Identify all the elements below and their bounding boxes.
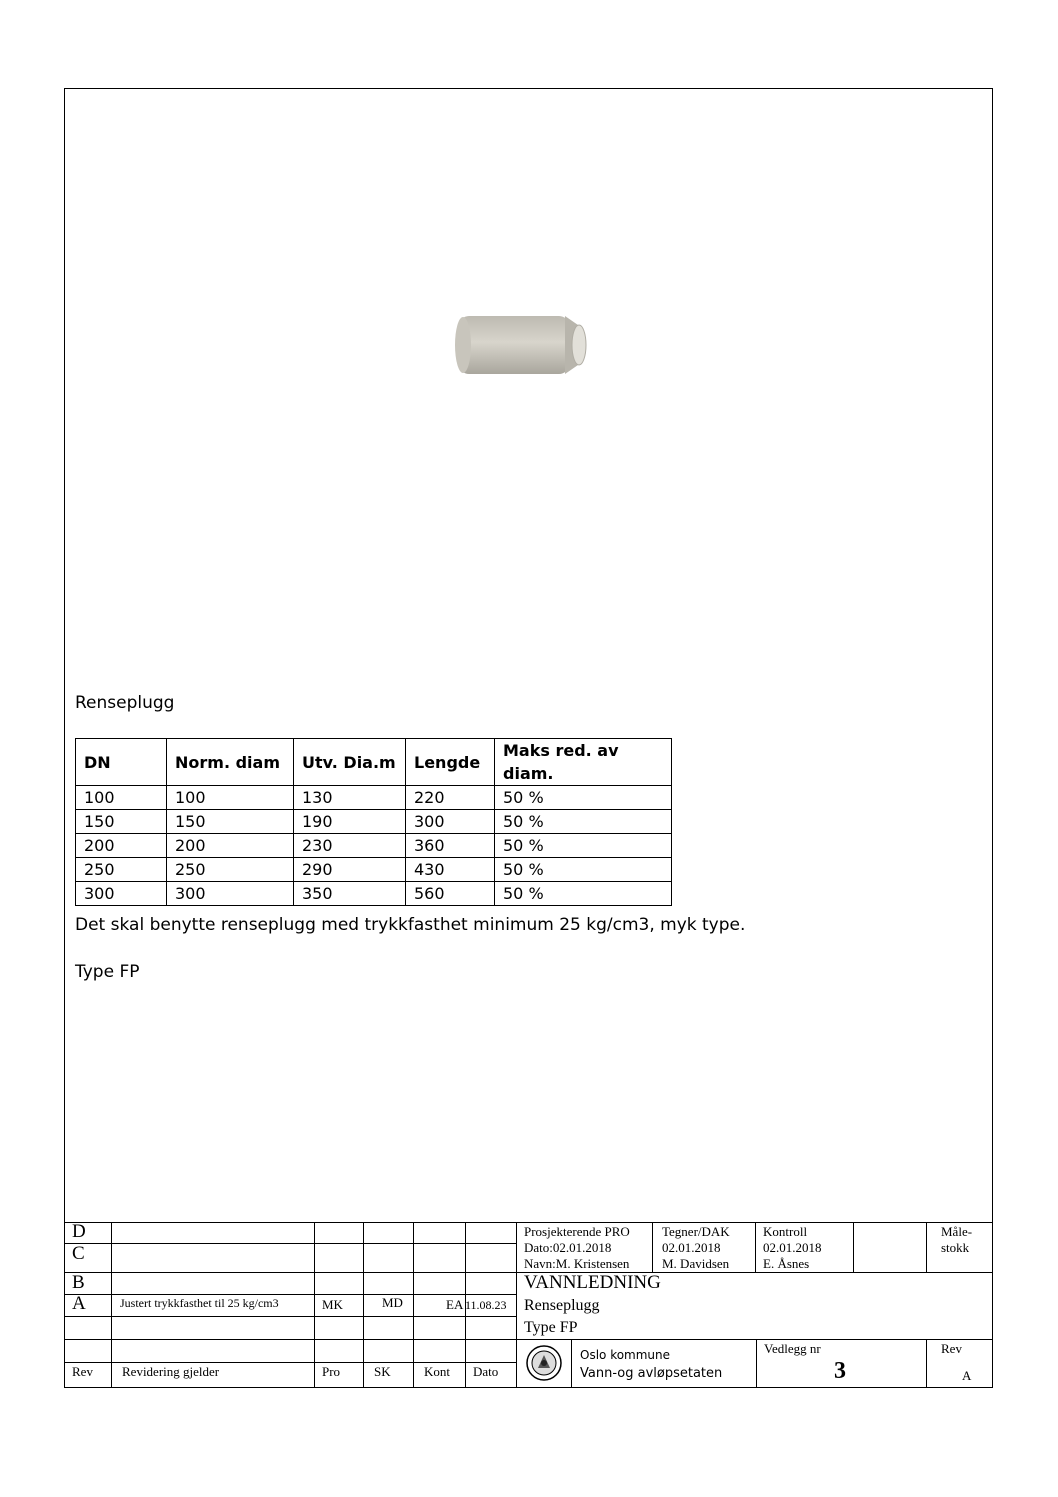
table-row [76,786,672,810]
column-header: Maks red. av diam. [495,739,672,786]
table-cell: 300 [406,810,495,834]
table-row [76,882,672,906]
rev-row-label: C [72,1243,85,1264]
table-row [76,810,672,834]
table-cell: 50 % [495,834,672,858]
table-row [76,834,672,858]
table-cell: 200 [76,834,167,858]
prosjekterende-date: Dato:02.01.2018 [524,1240,612,1255]
rev-a-dato: 11.08.23 [465,1298,507,1312]
org-name: Oslo kommune [580,1348,671,1362]
rev-a-description: Justert trykkfasthet til 25 kg/cm3 [120,1296,279,1310]
table-cell: 100 [76,786,167,810]
malestokk-label: Måle- [941,1224,973,1239]
table-row [76,858,672,882]
prosjekterende-name: Navn:M. Kristensen [524,1256,630,1271]
table-cell: 150 [167,810,294,834]
kontroll-date: 02.01.2018 [763,1240,822,1255]
table-cell: 100 [167,786,294,810]
table-cell: 350 [294,882,406,906]
requirement-note: Det skal benytte renseplugg med trykkfasthet minimum 25 kg/cm3, myk type. [75,915,746,935]
table-cell: 50 % [495,786,672,810]
table-cell: 300 [167,882,294,906]
prosjekterende-label: Prosjekterende PRO [524,1224,630,1239]
vedlegg-number: 3 [834,1358,846,1384]
malestokk-label-2: stokk [941,1240,970,1255]
rev-a-pro: MK [322,1297,343,1312]
rev-label: Rev [941,1341,962,1356]
tegner-label: Tegner/DAK [662,1224,730,1239]
footer-revidering: Revidering gjelder [122,1364,220,1379]
title-block [516,1222,993,1388]
tegner-date: 02.01.2018 [662,1240,721,1255]
drawing-subtitle: Renseplugg [524,1297,600,1314]
table-cell: 50 % [495,858,672,882]
footer-dato: Dato [473,1364,499,1379]
oslo-kommune-seal-icon [525,1343,563,1383]
column-header: Norm. diam [167,739,294,786]
vedlegg-label: Vedlegg nr [764,1341,821,1356]
table-cell: 230 [294,834,406,858]
section-title: Renseplugg [75,693,175,713]
rev-row-label: B [72,1272,85,1293]
table-cell: 250 [76,858,167,882]
table-cell: 300 [76,882,167,906]
table-cell: 50 % [495,882,672,906]
table-cell: 360 [406,834,495,858]
table-cell: 430 [406,858,495,882]
rev-a-kont: EA [446,1297,464,1312]
drawing-type: Type FP [524,1319,578,1336]
tegner-name: M. Davidsen [662,1256,730,1271]
revision-block [64,1222,516,1388]
kontroll-name: E. Åsnes [763,1256,810,1271]
table-cell: 250 [167,858,294,882]
table-cell: 200 [167,834,294,858]
spec-table [75,738,672,906]
footer-sk: SK [374,1364,391,1379]
org-department: Vann-og avløpsetaten [580,1366,723,1381]
footer-rev: Rev [72,1364,93,1379]
table-cell: 220 [406,786,495,810]
drawing-title: VANNLEDNING [524,1272,661,1293]
footer-kont: Kont [424,1364,450,1379]
table-header-row [76,739,672,786]
kontroll-label: Kontroll [763,1224,808,1239]
table-cell: 130 [294,786,406,810]
column-header: Utv. Dia.m [294,739,406,786]
footer-pro: Pro [322,1364,341,1379]
table-cell: 560 [406,882,495,906]
rev-row-label: A [72,1293,86,1314]
table-cell: 150 [76,810,167,834]
table-cell: 190 [294,810,406,834]
column-header: Lengde [406,739,495,786]
table-cell: 50 % [495,810,672,834]
renseplugg-image [453,313,593,375]
column-header: DN [76,739,167,786]
type-label: Type FP [75,962,140,982]
rev-a-sk: MD [382,1295,403,1310]
rev-value: A [962,1368,972,1383]
rev-row-label: D [72,1221,86,1242]
table-cell: 290 [294,858,406,882]
